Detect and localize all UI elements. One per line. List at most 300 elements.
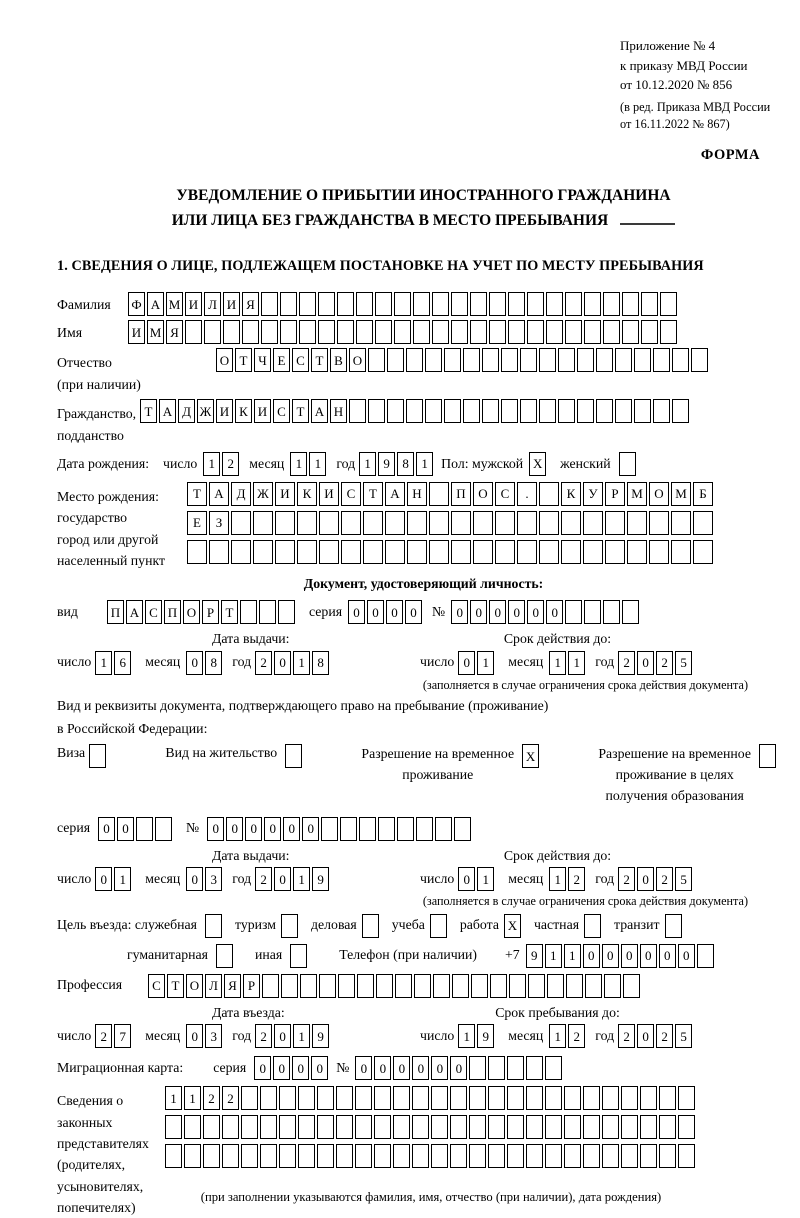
char-cell[interactable] <box>431 1115 448 1139</box>
char-cell[interactable]: Ж <box>197 399 214 423</box>
char-cell[interactable]: 2 <box>618 1024 635 1048</box>
char-cell[interactable] <box>280 320 297 344</box>
char-cell[interactable] <box>165 1144 182 1168</box>
char-cell[interactable] <box>583 540 603 564</box>
char-cell[interactable] <box>561 540 581 564</box>
char-cell[interactable]: 2 <box>203 1086 220 1110</box>
char-cell[interactable] <box>622 292 639 316</box>
char-cell[interactable] <box>565 320 582 344</box>
char-cell[interactable] <box>596 348 613 372</box>
char-cell[interactable]: Л <box>205 974 222 998</box>
char-cell[interactable] <box>520 399 537 423</box>
char-cell[interactable] <box>693 540 713 564</box>
char-cell[interactable] <box>469 1115 486 1139</box>
char-cell[interactable]: 9 <box>312 867 329 891</box>
char-cell[interactable]: С <box>273 399 290 423</box>
char-cell[interactable]: 2 <box>656 867 673 891</box>
char-cell[interactable]: . <box>517 482 537 506</box>
char-cell[interactable] <box>184 1144 201 1168</box>
char-cell[interactable]: 1 <box>549 867 566 891</box>
char-cell[interactable]: 1 <box>568 651 585 675</box>
char-cell[interactable]: 0 <box>273 1056 290 1080</box>
char-cell[interactable]: 9 <box>312 1024 329 1048</box>
char-cell[interactable] <box>678 1115 695 1139</box>
char-cell[interactable]: И <box>216 399 233 423</box>
char-cell[interactable] <box>444 399 461 423</box>
char-cell[interactable]: 0 <box>274 1024 291 1048</box>
char-cell[interactable] <box>341 511 361 535</box>
char-cell[interactable]: 1 <box>545 944 562 968</box>
char-cell[interactable]: С <box>148 974 165 998</box>
char-cell[interactable] <box>378 817 395 841</box>
char-cell[interactable]: 0 <box>374 1056 391 1080</box>
char-cell[interactable] <box>356 292 373 316</box>
char-cell[interactable] <box>584 292 601 316</box>
char-cell[interactable]: П <box>451 482 471 506</box>
char-cell[interactable] <box>387 348 404 372</box>
char-cell[interactable] <box>433 974 450 998</box>
char-cell[interactable] <box>507 1086 524 1110</box>
char-cell[interactable] <box>407 511 427 535</box>
char-cell[interactable] <box>507 1056 524 1080</box>
char-cell[interactable] <box>564 1115 581 1139</box>
char-cell[interactable] <box>678 1144 695 1168</box>
char-cell[interactable] <box>564 1086 581 1110</box>
char-cell[interactable] <box>393 1086 410 1110</box>
char-cell[interactable] <box>374 1144 391 1168</box>
char-cell[interactable] <box>203 1115 220 1139</box>
char-cell[interactable]: 1 <box>359 452 376 476</box>
char-cell[interactable] <box>691 348 708 372</box>
char-cell[interactable] <box>432 292 449 316</box>
char-cell[interactable]: С <box>341 482 361 506</box>
char-cell[interactable] <box>297 540 317 564</box>
char-cell[interactable]: 0 <box>546 600 563 624</box>
char-cell[interactable]: 8 <box>397 452 414 476</box>
char-cell[interactable] <box>454 817 471 841</box>
char-cell[interactable] <box>317 1086 334 1110</box>
char-cell[interactable]: 0 <box>386 600 403 624</box>
char-cell[interactable]: О <box>473 482 493 506</box>
char-cell[interactable] <box>336 1144 353 1168</box>
char-cell[interactable] <box>649 511 669 535</box>
char-cell[interactable] <box>406 399 423 423</box>
char-cell[interactable] <box>260 1115 277 1139</box>
char-cell[interactable] <box>508 320 525 344</box>
char-cell[interactable] <box>545 1115 562 1139</box>
char-cell[interactable] <box>649 540 669 564</box>
char-cell[interactable] <box>298 1115 315 1139</box>
char-cell[interactable] <box>298 1086 315 1110</box>
char-cell[interactable] <box>393 1144 410 1168</box>
char-cell[interactable]: 2 <box>568 867 585 891</box>
char-cell[interactable]: Т <box>311 348 328 372</box>
char-cell[interactable]: 1 <box>290 452 307 476</box>
char-cell[interactable] <box>640 1086 657 1110</box>
char-cell[interactable] <box>546 320 563 344</box>
char-cell[interactable]: Р <box>202 600 219 624</box>
char-cell[interactable] <box>517 511 537 535</box>
char-cell[interactable] <box>615 348 632 372</box>
char-cell[interactable]: 0 <box>264 817 281 841</box>
char-cell[interactable] <box>298 1144 315 1168</box>
char-cell[interactable]: С <box>495 482 515 506</box>
char-cell[interactable] <box>470 292 487 316</box>
char-cell[interactable]: Т <box>235 348 252 372</box>
char-cell[interactable]: 2 <box>618 867 635 891</box>
char-cell[interactable] <box>412 1115 429 1139</box>
char-cell[interactable]: Е <box>187 511 207 535</box>
char-cell[interactable] <box>539 348 556 372</box>
char-cell[interactable] <box>596 399 613 423</box>
char-cell[interactable]: 2 <box>222 452 239 476</box>
char-cell[interactable] <box>136 817 153 841</box>
char-cell[interactable] <box>678 1086 695 1110</box>
char-cell[interactable] <box>671 511 691 535</box>
char-cell[interactable]: 0 <box>412 1056 429 1080</box>
char-cell[interactable] <box>561 511 581 535</box>
char-cell[interactable] <box>318 292 335 316</box>
char-cell[interactable] <box>659 1115 676 1139</box>
char-cell[interactable]: 0 <box>186 867 203 891</box>
char-cell[interactable]: Б <box>693 482 713 506</box>
char-cell[interactable]: 2 <box>255 1024 272 1048</box>
char-cell[interactable]: 1 <box>458 1024 475 1048</box>
char-cell[interactable]: 0 <box>637 651 654 675</box>
char-cell[interactable] <box>429 540 449 564</box>
char-cell[interactable] <box>585 974 602 998</box>
checkbox-residence-permit[interactable] <box>285 744 302 768</box>
char-cell[interactable] <box>299 320 316 344</box>
char-cell[interactable]: 5 <box>675 867 692 891</box>
char-cell[interactable]: 0 <box>458 651 475 675</box>
char-cell[interactable] <box>451 511 471 535</box>
char-cell[interactable]: 1 <box>95 651 112 675</box>
char-cell[interactable]: С <box>292 348 309 372</box>
char-cell[interactable]: 1 <box>203 452 220 476</box>
checkbox-humanitarian[interactable] <box>216 944 233 968</box>
char-cell[interactable]: Т <box>140 399 157 423</box>
char-cell[interactable]: 0 <box>274 867 291 891</box>
char-cell[interactable] <box>469 1086 486 1110</box>
char-cell[interactable] <box>231 511 251 535</box>
char-cell[interactable] <box>187 540 207 564</box>
char-cell[interactable] <box>376 974 393 998</box>
char-cell[interactable]: 0 <box>621 944 638 968</box>
char-cell[interactable] <box>407 540 427 564</box>
char-cell[interactable] <box>231 540 251 564</box>
char-cell[interactable]: 0 <box>450 1056 467 1080</box>
char-cell[interactable]: Ж <box>253 482 273 506</box>
char-cell[interactable]: О <box>183 600 200 624</box>
char-cell[interactable] <box>672 399 689 423</box>
char-cell[interactable] <box>463 348 480 372</box>
char-cell[interactable]: 0 <box>659 944 676 968</box>
char-cell[interactable] <box>565 600 582 624</box>
char-cell[interactable] <box>482 348 499 372</box>
char-cell[interactable] <box>603 292 620 316</box>
char-cell[interactable] <box>223 320 240 344</box>
char-cell[interactable] <box>444 348 461 372</box>
char-cell[interactable] <box>450 1086 467 1110</box>
char-cell[interactable] <box>356 320 373 344</box>
checkbox-work[interactable]: X <box>504 914 521 938</box>
char-cell[interactable]: Т <box>221 600 238 624</box>
char-cell[interactable] <box>566 974 583 998</box>
char-cell[interactable] <box>488 1115 505 1139</box>
char-cell[interactable]: 0 <box>451 600 468 624</box>
char-cell[interactable]: 1 <box>564 944 581 968</box>
char-cell[interactable]: 0 <box>355 1056 372 1080</box>
char-cell[interactable]: У <box>583 482 603 506</box>
char-cell[interactable]: 1 <box>165 1086 182 1110</box>
char-cell[interactable] <box>241 1115 258 1139</box>
char-cell[interactable]: А <box>311 399 328 423</box>
char-cell[interactable] <box>259 600 276 624</box>
checkbox-official[interactable] <box>205 914 222 938</box>
char-cell[interactable]: 2 <box>656 651 673 675</box>
char-cell[interactable]: 0 <box>678 944 695 968</box>
char-cell[interactable]: 0 <box>489 600 506 624</box>
checkbox-private[interactable] <box>584 914 601 938</box>
char-cell[interactable] <box>473 511 493 535</box>
char-cell[interactable]: Я <box>166 320 183 344</box>
char-cell[interactable] <box>469 1056 486 1080</box>
char-cell[interactable]: 0 <box>637 1024 654 1048</box>
char-cell[interactable] <box>473 540 493 564</box>
checkbox-temp-residence-education[interactable] <box>759 744 776 768</box>
char-cell[interactable]: 0 <box>583 944 600 968</box>
char-cell[interactable] <box>672 348 689 372</box>
char-cell[interactable] <box>558 399 575 423</box>
char-cell[interactable] <box>488 1144 505 1168</box>
char-cell[interactable]: 0 <box>458 867 475 891</box>
char-cell[interactable]: 0 <box>470 600 487 624</box>
char-cell[interactable] <box>640 1115 657 1139</box>
char-cell[interactable] <box>222 1115 239 1139</box>
char-cell[interactable] <box>413 320 430 344</box>
char-cell[interactable] <box>539 540 559 564</box>
char-cell[interactable] <box>336 1086 353 1110</box>
char-cell[interactable] <box>253 511 273 535</box>
char-cell[interactable] <box>412 1144 429 1168</box>
char-cell[interactable] <box>429 511 449 535</box>
char-cell[interactable]: 2 <box>255 867 272 891</box>
char-cell[interactable] <box>374 1115 391 1139</box>
char-cell[interactable] <box>634 399 651 423</box>
char-cell[interactable] <box>260 1086 277 1110</box>
char-cell[interactable]: 0 <box>637 867 654 891</box>
char-cell[interactable] <box>451 292 468 316</box>
char-cell[interactable] <box>281 974 298 998</box>
char-cell[interactable] <box>507 1115 524 1139</box>
char-cell[interactable] <box>374 1086 391 1110</box>
char-cell[interactable]: 0 <box>311 1056 328 1080</box>
char-cell[interactable] <box>520 348 537 372</box>
char-cell[interactable] <box>260 1144 277 1168</box>
char-cell[interactable]: К <box>561 482 581 506</box>
char-cell[interactable] <box>203 1144 220 1168</box>
char-cell[interactable]: 8 <box>312 651 329 675</box>
char-cell[interactable]: М <box>147 320 164 344</box>
char-cell[interactable] <box>375 320 392 344</box>
char-cell[interactable] <box>355 1086 372 1110</box>
char-cell[interactable] <box>341 540 361 564</box>
char-cell[interactable] <box>425 399 442 423</box>
char-cell[interactable]: 0 <box>527 600 544 624</box>
char-cell[interactable] <box>577 348 594 372</box>
char-cell[interactable] <box>488 1086 505 1110</box>
char-cell[interactable] <box>321 817 338 841</box>
char-cell[interactable] <box>337 320 354 344</box>
char-cell[interactable]: 0 <box>405 600 422 624</box>
char-cell[interactable] <box>583 1115 600 1139</box>
char-cell[interactable] <box>583 511 603 535</box>
char-cell[interactable] <box>209 540 229 564</box>
char-cell[interactable]: Я <box>242 292 259 316</box>
char-cell[interactable] <box>495 511 515 535</box>
char-cell[interactable] <box>471 974 488 998</box>
char-cell[interactable]: О <box>649 482 669 506</box>
char-cell[interactable]: 0 <box>292 1056 309 1080</box>
char-cell[interactable] <box>363 511 383 535</box>
char-cell[interactable] <box>317 1144 334 1168</box>
char-cell[interactable]: Т <box>167 974 184 998</box>
char-cell[interactable] <box>602 1086 619 1110</box>
char-cell[interactable] <box>469 1144 486 1168</box>
char-cell[interactable]: 1 <box>114 867 131 891</box>
char-cell[interactable]: 0 <box>95 867 112 891</box>
char-cell[interactable]: Ч <box>254 348 271 372</box>
char-cell[interactable]: 1 <box>416 452 433 476</box>
char-cell[interactable] <box>564 1144 581 1168</box>
char-cell[interactable] <box>605 540 625 564</box>
char-cell[interactable] <box>547 974 564 998</box>
char-cell[interactable] <box>241 1086 258 1110</box>
char-cell[interactable] <box>385 540 405 564</box>
char-cell[interactable] <box>397 817 414 841</box>
char-cell[interactable] <box>488 1056 505 1080</box>
char-cell[interactable] <box>279 1115 296 1139</box>
char-cell[interactable] <box>641 292 658 316</box>
char-cell[interactable]: И <box>223 292 240 316</box>
char-cell[interactable]: 2 <box>255 651 272 675</box>
char-cell[interactable] <box>490 974 507 998</box>
char-cell[interactable] <box>278 600 295 624</box>
char-cell[interactable] <box>546 292 563 316</box>
checkbox-study[interactable] <box>430 914 447 938</box>
char-cell[interactable]: 9 <box>526 944 543 968</box>
char-cell[interactable] <box>489 320 506 344</box>
char-cell[interactable] <box>558 348 575 372</box>
char-cell[interactable] <box>526 1115 543 1139</box>
char-cell[interactable]: Т <box>363 482 383 506</box>
char-cell[interactable] <box>584 600 601 624</box>
checkbox-other[interactable] <box>290 944 307 968</box>
char-cell[interactable] <box>602 1115 619 1139</box>
char-cell[interactable]: 1 <box>549 1024 566 1048</box>
char-cell[interactable] <box>621 1144 638 1168</box>
char-cell[interactable] <box>671 540 691 564</box>
char-cell[interactable]: Н <box>330 399 347 423</box>
checkbox-visa[interactable] <box>89 744 106 768</box>
char-cell[interactable] <box>425 348 442 372</box>
char-cell[interactable] <box>659 1086 676 1110</box>
char-cell[interactable] <box>583 1086 600 1110</box>
char-cell[interactable]: 0 <box>117 817 134 841</box>
char-cell[interactable] <box>185 320 202 344</box>
char-cell[interactable] <box>222 1144 239 1168</box>
char-cell[interactable] <box>539 511 559 535</box>
char-cell[interactable]: М <box>627 482 647 506</box>
char-cell[interactable]: 1 <box>293 651 310 675</box>
char-cell[interactable] <box>450 1144 467 1168</box>
char-cell[interactable] <box>406 348 423 372</box>
char-cell[interactable]: С <box>145 600 162 624</box>
char-cell[interactable] <box>349 399 366 423</box>
char-cell[interactable]: И <box>319 482 339 506</box>
char-cell[interactable] <box>355 1144 372 1168</box>
char-cell[interactable] <box>641 320 658 344</box>
char-cell[interactable]: 0 <box>348 600 365 624</box>
char-cell[interactable]: Я <box>224 974 241 998</box>
char-cell[interactable]: Д <box>231 482 251 506</box>
char-cell[interactable] <box>501 348 518 372</box>
char-cell[interactable] <box>621 1086 638 1110</box>
char-cell[interactable] <box>338 974 355 998</box>
char-cell[interactable] <box>615 399 632 423</box>
char-cell[interactable]: 0 <box>640 944 657 968</box>
char-cell[interactable]: А <box>126 600 143 624</box>
char-cell[interactable] <box>395 974 412 998</box>
char-cell[interactable] <box>204 320 221 344</box>
char-cell[interactable] <box>697 944 714 968</box>
char-cell[interactable] <box>412 1086 429 1110</box>
char-cell[interactable] <box>451 540 471 564</box>
char-cell[interactable]: 1 <box>549 651 566 675</box>
char-cell[interactable] <box>431 1086 448 1110</box>
char-cell[interactable] <box>414 974 431 998</box>
char-cell[interactable] <box>394 292 411 316</box>
char-cell[interactable] <box>450 1115 467 1139</box>
char-cell[interactable] <box>507 1144 524 1168</box>
char-cell[interactable] <box>368 399 385 423</box>
char-cell[interactable]: 5 <box>675 651 692 675</box>
char-cell[interactable]: 0 <box>207 817 224 841</box>
char-cell[interactable]: 1 <box>477 867 494 891</box>
char-cell[interactable] <box>375 292 392 316</box>
char-cell[interactable] <box>279 1144 296 1168</box>
char-cell[interactable] <box>416 817 433 841</box>
char-cell[interactable] <box>279 1086 296 1110</box>
char-cell[interactable] <box>545 1086 562 1110</box>
char-cell[interactable] <box>337 292 354 316</box>
checkbox-female[interactable] <box>619 452 636 476</box>
char-cell[interactable] <box>509 974 526 998</box>
char-cell[interactable]: 9 <box>477 1024 494 1048</box>
char-cell[interactable]: 3 <box>205 867 222 891</box>
char-cell[interactable] <box>319 511 339 535</box>
char-cell[interactable] <box>526 1086 543 1110</box>
char-cell[interactable]: П <box>164 600 181 624</box>
char-cell[interactable]: 8 <box>205 651 222 675</box>
char-cell[interactable] <box>275 511 295 535</box>
char-cell[interactable]: О <box>216 348 233 372</box>
char-cell[interactable] <box>605 511 625 535</box>
char-cell[interactable]: 0 <box>274 651 291 675</box>
char-cell[interactable] <box>623 974 640 998</box>
char-cell[interactable] <box>253 540 273 564</box>
